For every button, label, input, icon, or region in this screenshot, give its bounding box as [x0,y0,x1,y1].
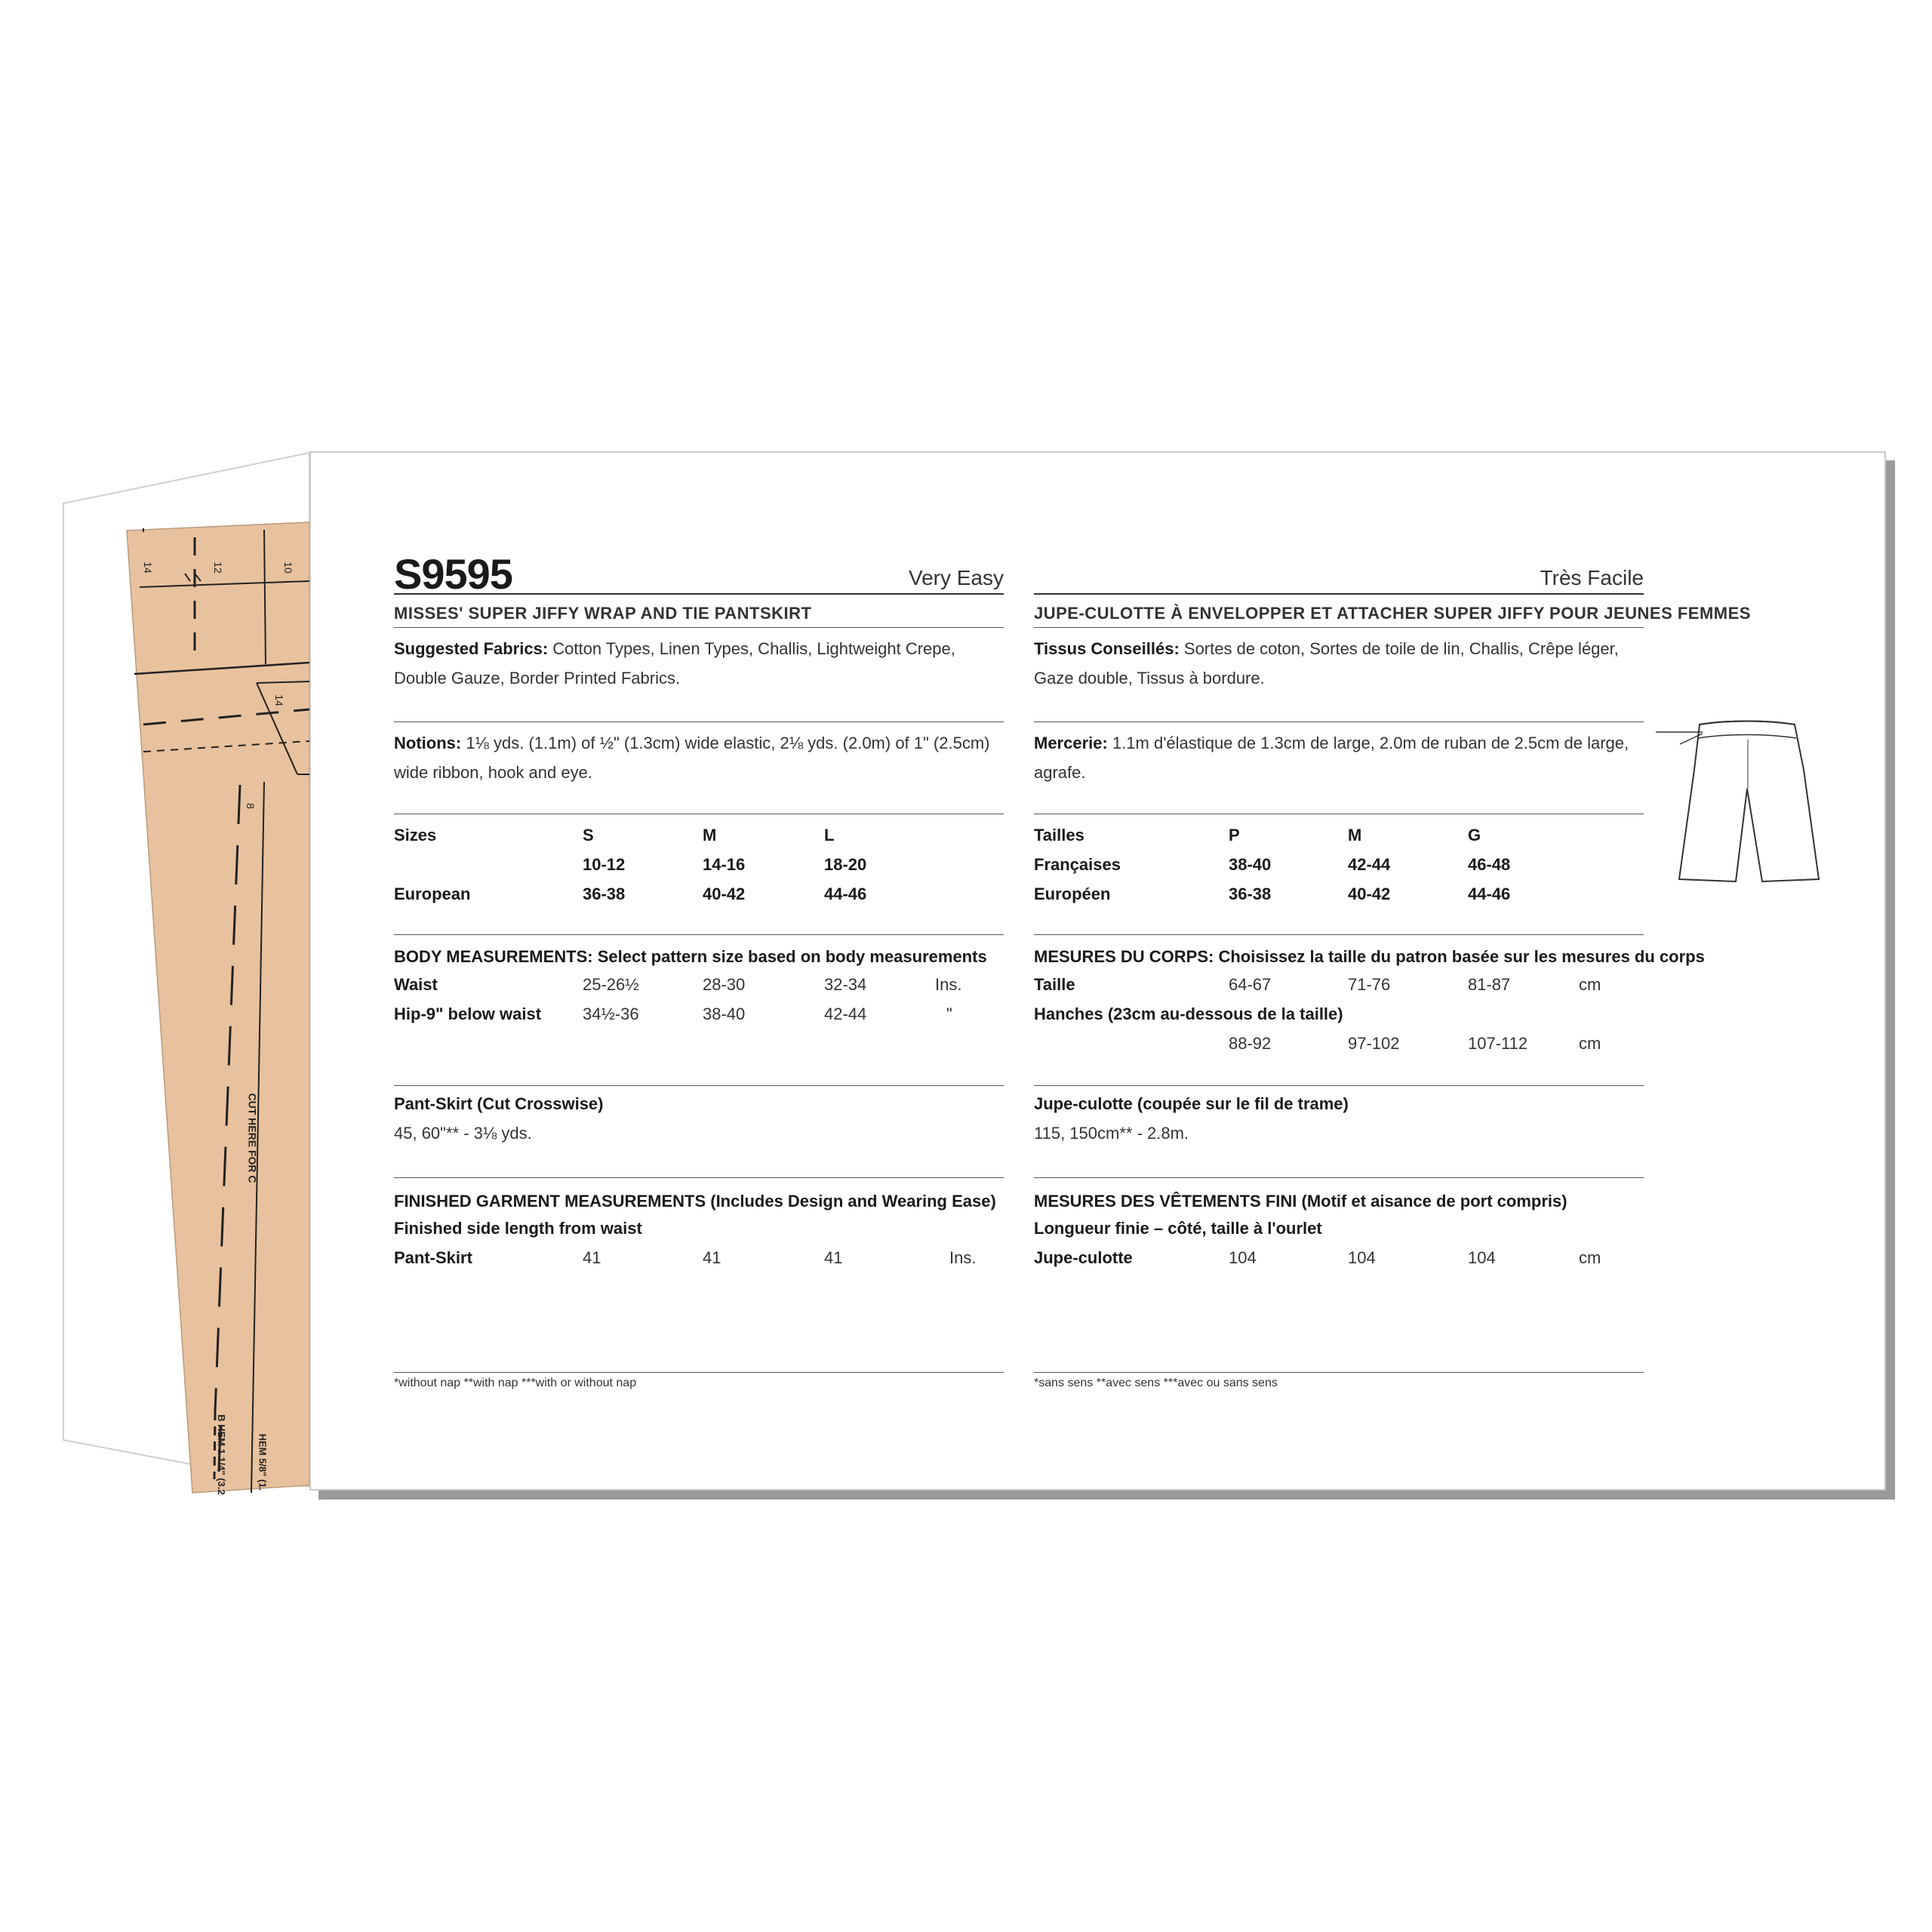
size-us-l: 18-20 [824,855,867,874]
divider-fabrics [394,721,1004,722]
notions-label-fr: Mercerie: [1034,734,1108,752]
size-col-g: G [1468,826,1481,844]
finished-unit-en: Ins. [949,1248,977,1267]
header-rule [394,593,1004,595]
taille-p: 64-67 [1229,975,1272,994]
size-euro-m: 40-42 [703,884,746,903]
title-rule-fr [1034,627,1644,628]
finished-title-fr: MESURES DES VÊTEMENTS FINI [1034,1192,1297,1211]
taille-m: 71-76 [1348,975,1391,994]
size-euro-p: 36-38 [1229,884,1272,903]
body-measurements-subtitle-fr: Choisissez la taille du patron basée sur les mesures du corps [1214,947,1705,966]
footnote-en: *without nap **with nap ***with or without nap [394,1377,637,1389]
divider-yardage [394,1177,1004,1178]
size-us-m: 14-16 [703,855,746,874]
fabrics-text: Cotton Types, Linen Types, Challis, Lightweight Crepe, Double Gauze, Border Printed Fabrics. [394,639,955,688]
size-fr-p: 38-40 [1229,855,1272,874]
notions-fr [1034,728,1644,787]
hanches-label: Hanches (23cm au-dessous de la taille) [1034,1004,1343,1023]
hip-m: 38-40 [703,1004,746,1023]
hip-l: 42-44 [824,1004,867,1023]
body-measurements-title: BODY MEASUREMENTS: [394,947,593,966]
finished-heading-en [394,1186,996,1216]
size-euro-m-fr: 40-42 [1348,884,1391,903]
finished-subtitle-fr: (Motif et aisance de port compris) [1297,1192,1567,1211]
european-label: European [394,884,471,903]
tissue-mark-12: 12 [211,561,224,574]
finished-sub-label-fr: Longueur finie – côté, taille à l'ourlet [1034,1219,1322,1238]
notions-label: Notions: [394,734,462,752]
suggested-fabrics-en [394,634,1004,693]
fabrics-label-fr: Tissus Conseillés: [1034,639,1180,658]
yardage-value-fr: 115, 150cm** - 2.8m. [1034,1124,1189,1143]
yardage-label-en: Pant-Skirt (Cut Crosswise) [394,1094,604,1113]
envelope-back-sheet [309,451,1886,1491]
size-euro-s: 36-38 [583,884,626,903]
finished-p: 104 [1229,1248,1257,1267]
waist-l: 32-34 [824,975,867,994]
finished-row-label-fr: Jupe-culotte [1034,1248,1133,1267]
finished-m: 41 [703,1248,721,1267]
finished-row-label-en: Pant-Skirt [394,1248,472,1267]
finished-g: 104 [1468,1248,1496,1267]
size-col-s: S [583,826,594,844]
yardage-label-fr: Jupe-culotte (coupée sur le fil de trame) [1034,1094,1349,1113]
finished-unit-fr: cm [1579,1248,1601,1267]
hip-unit: " [946,1004,952,1023]
notions-en [394,728,1004,787]
hanches-unit: cm [1579,1034,1601,1053]
tissue-mark-14b: 14 [272,694,285,706]
footnote-fr: *sans sens **avec sens ***avec ou sans sens [1034,1377,1278,1389]
divider-sizes [394,934,1004,935]
size-fr-g: 46-48 [1468,855,1511,874]
waist-unit: Ins. [935,975,962,994]
fabrics-text-fr: Sortes de coton, Sortes de toile de lin, Challis, Crêpe léger, Gaze double, Tissus à bordure. [1034,639,1619,688]
suggested-fabrics-fr [1034,634,1644,693]
finished-heading-fr [1034,1186,1567,1216]
pattern-title-en: MISSES' SUPER JIFFY WRAP AND TIE PANTSKIRT [394,604,812,623]
difficulty-fr: Très Facile [1540,566,1644,589]
sizes-label-fr: Tailles [1034,826,1084,844]
pattern-title-fr: JUPE-CULOTTE À ENVELOPPER ET ATTACHER SUPER JIFFY POUR JEUNES FEMMES [1034,604,1751,623]
difficulty-en: Very Easy [908,566,1004,589]
tissue-mark-14a: 14 [141,561,154,574]
sizes-label: Sizes [394,826,437,844]
tissue-mark-10: 10 [281,561,294,574]
hanches-g: 107-112 [1468,1034,1528,1053]
hanches-m: 97-102 [1348,1034,1400,1053]
body-measurements-heading-fr [1034,942,1705,971]
waist-s: 25-26½ [583,975,639,994]
europeen-label: Européen [1034,884,1111,903]
divider-body-fr [1034,1085,1644,1086]
finished-title-en: FINISHED GARMENT MEASUREMENTS [394,1192,706,1211]
body-measurements-title-fr: MESURES DU CORPS: [1034,947,1214,966]
size-col-p: P [1229,826,1240,844]
taille-label: Taille [1034,975,1075,994]
taille-unit: cm [1579,975,1601,994]
finished-m-fr: 104 [1348,1248,1376,1267]
waist-m: 28-30 [703,975,746,994]
divider-footnote-fr [1034,1372,1644,1373]
finished-l: 41 [824,1248,843,1267]
body-measurements-subtitle: Select pattern size based on body measurements [592,947,987,966]
hip-s: 34½-36 [583,1004,639,1023]
divider-footnote [394,1372,1004,1373]
waist-label: Waist [394,975,438,994]
francaises-label: Françaises [1034,855,1121,874]
size-col-l: L [824,826,835,844]
fabrics-label: Suggested Fabrics: [394,639,549,658]
tissue-hem-a-label: HEM 5/8" (1. [257,1433,269,1491]
divider-body [394,1085,1004,1086]
finished-subtitle-en: (Includes Design and Wearing Ease) [706,1192,996,1211]
finished-sub-label-en: Finished side length from waist [394,1219,642,1238]
divider-sizes-fr [1034,934,1644,935]
size-fr-m: 42-44 [1348,855,1391,874]
yardage-value-en: 45, 60"** - 3⅛ yds. [394,1124,532,1143]
size-euro-l: 44-46 [824,884,867,903]
body-measurements-heading [394,942,987,971]
pattern-number: S9595 [394,550,512,598]
tissue-cut-here-label: CUT HERE FOR C [246,1093,259,1183]
header-rule-fr [1034,593,1644,595]
pantskirt-line-drawing [1653,717,1826,883]
notions-text: 1⅛ yds. (1.1m) of ½" (1.3cm) wide elastic, 2⅛ yds. (2.0m) of 1" (2.5cm) wide ribbon, hook and eye. [394,734,990,782]
size-col-m: M [703,826,717,844]
title-rule [394,627,1004,628]
size-euro-g: 44-46 [1468,884,1511,903]
divider-fabrics-fr [1034,721,1644,722]
divider-yardage-fr [1034,1177,1644,1178]
finished-s: 41 [583,1248,601,1267]
tissue-mark-8: 8 [244,803,257,809]
hanches-p: 88-92 [1229,1034,1272,1053]
tissue-hem-b-label: B HEM 1 1/4" (3.2 [215,1414,227,1495]
hip-label: Hip-9" below waist [394,1004,542,1023]
notions-text-fr: 1.1m d'élastique de 1.3cm de large, 2.0m de ruban de 2.5cm de large, agrafe. [1034,734,1629,782]
size-col-m-fr: M [1348,826,1362,844]
taille-g: 81-87 [1468,975,1511,994]
size-us-s: 10-12 [583,855,626,874]
